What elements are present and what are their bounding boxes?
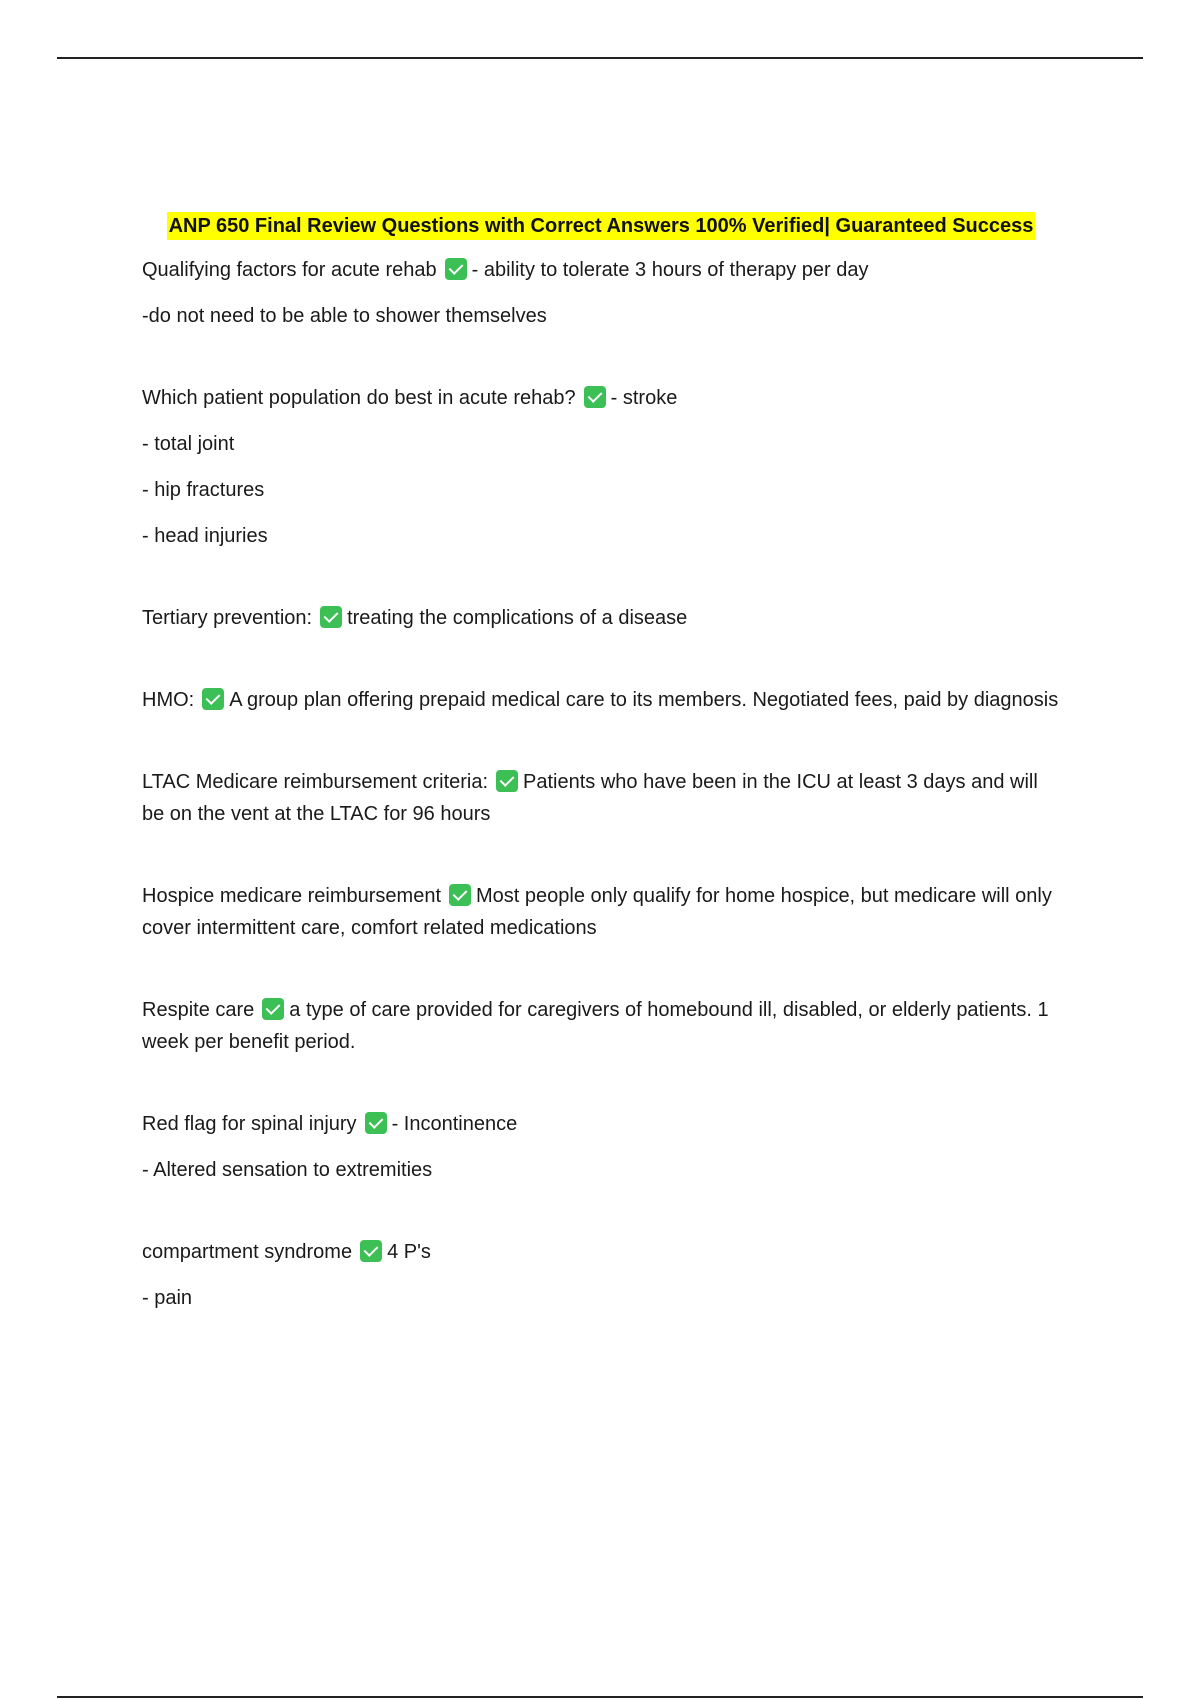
answer-text: - Incontinence — [391, 1113, 518, 1135]
document-body — [142, 212, 1062, 1364]
answer-continuation: - total joint — [142, 433, 235, 455]
question-text: Tertiary prevention: — [142, 607, 313, 629]
question-text: compartment syndrome — [142, 1241, 353, 1263]
answer-text: Patients who have been in the ICU at least 3 days and will be on the vent at the LTAC for 96 hours — [142, 771, 1038, 825]
answer-text: A group plan offering prepaid medical care to its members. Negotiated fees, paid by diagnosis — [229, 689, 1059, 711]
qa-item — [142, 994, 1062, 1058]
check-icon — [445, 258, 467, 280]
page-title: ANP 650 Final Review Questions with Correct Answers 100% Verified| Guaranteed Success — [167, 212, 1036, 240]
qa-line — [142, 880, 1062, 944]
qa-line — [142, 684, 1062, 716]
header-rule — [57, 57, 1143, 59]
check-icon — [262, 998, 284, 1020]
question-text: HMO: — [142, 689, 195, 711]
check-icon — [496, 770, 518, 792]
check-icon — [449, 884, 471, 906]
question-text: Red flag for spinal injury — [142, 1113, 357, 1135]
answer-continuation: - Altered sensation to extremities — [142, 1159, 433, 1181]
check-icon — [584, 386, 606, 408]
qa-item — [142, 684, 1062, 716]
qa-list — [142, 254, 1062, 1314]
question-text: Qualifying factors for acute rehab — [142, 259, 437, 281]
qa-item — [142, 1108, 1062, 1186]
answer-continuation: - head injuries — [142, 525, 268, 547]
qa-line — [142, 382, 1062, 414]
check-icon — [320, 606, 342, 628]
qa-line — [142, 1108, 1062, 1140]
check-icon — [202, 688, 224, 710]
answer-text: 4 P's — [387, 1241, 431, 1263]
qa-item — [142, 880, 1062, 944]
answer-text: a type of care provided for caregivers of homebound ill, disabled, or elderly patients. 1 week per benefit period. — [142, 999, 1049, 1053]
qa-item — [142, 766, 1062, 830]
qa-line — [142, 602, 1062, 634]
answer-text: Most people only qualify for home hospice, but medicare will only cover intermittent care, comfort related medications — [142, 885, 1052, 939]
question-text: Hospice medicare reimbursement — [142, 885, 442, 907]
question-text: LTAC Medicare reimbursement criteria: — [142, 771, 489, 793]
answer-text: - ability to tolerate 3 hours of therapy per day — [471, 259, 869, 281]
footer-rule — [57, 1696, 1143, 1698]
qa-line — [142, 766, 1062, 830]
answer-continuation: - pain — [142, 1287, 193, 1309]
question-text: Respite care — [142, 999, 255, 1021]
qa-line — [142, 1236, 1062, 1268]
check-icon — [360, 1240, 382, 1262]
qa-line — [142, 994, 1062, 1058]
answer-text: - stroke — [610, 387, 678, 409]
title-wrap — [140, 212, 1062, 240]
check-icon — [365, 1112, 387, 1134]
qa-item — [142, 382, 1062, 552]
answer-continuation: - hip fractures — [142, 479, 265, 501]
qa-item — [142, 254, 1062, 332]
answer-continuation: -do not need to be able to shower themselves — [142, 305, 547, 327]
qa-item — [142, 602, 1062, 634]
qa-line — [142, 254, 1062, 286]
answer-text: treating the complications of a disease — [347, 607, 688, 629]
question-text: Which patient population do best in acute rehab? — [142, 387, 576, 409]
qa-item — [142, 1236, 1062, 1314]
